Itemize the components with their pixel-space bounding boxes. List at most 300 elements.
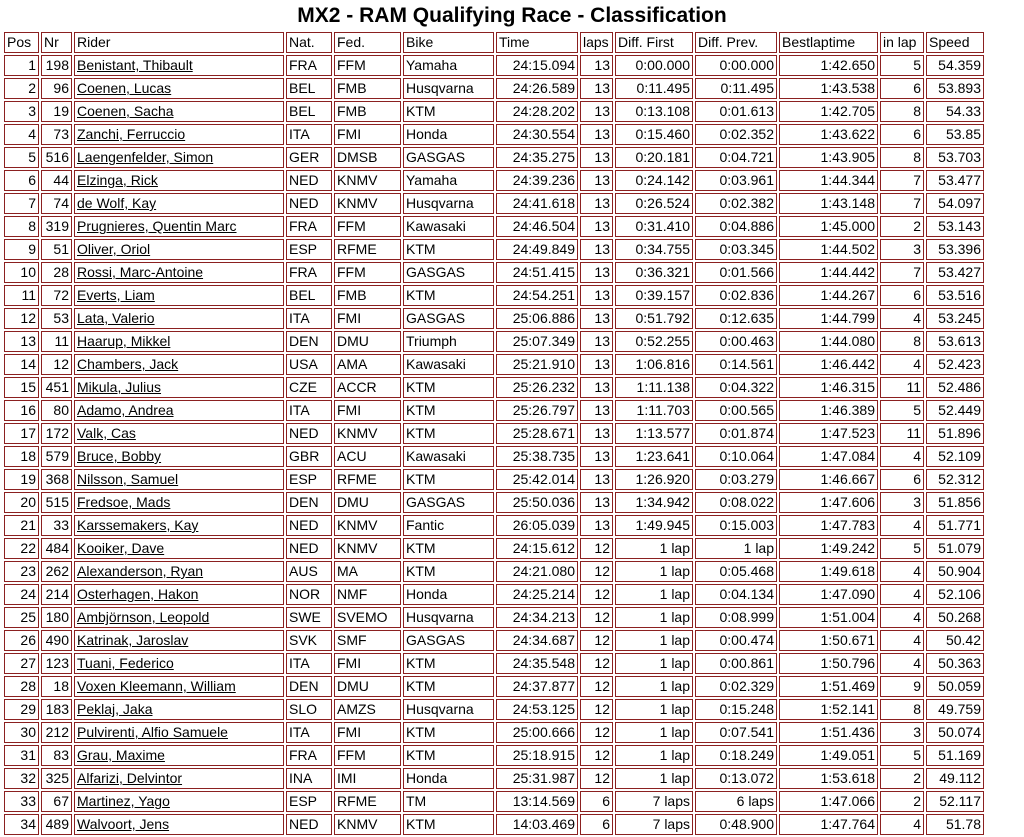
cell-nr: 44 xyxy=(41,170,72,191)
cell-diff-prev: 0:10.064 xyxy=(695,446,777,467)
cell-speed: 53.477 xyxy=(926,170,984,191)
cell-in-lap: 5 xyxy=(880,55,924,76)
cell-fed: FMB xyxy=(334,285,401,306)
table-row xyxy=(4,239,984,260)
cell-laps: 13 xyxy=(580,354,613,375)
rider-link[interactable]: Valk, Cas xyxy=(77,425,136,441)
rider-link[interactable]: Karssemakers, Kay xyxy=(77,517,199,533)
cell-diff-first: 1:11.138 xyxy=(615,377,693,398)
table-row xyxy=(4,653,984,674)
cell-diff-first: 1 lap xyxy=(615,630,693,651)
cell-pos: 22 xyxy=(4,538,39,559)
cell-nr: 123 xyxy=(41,653,72,674)
cell-nr: 183 xyxy=(41,699,72,720)
cell-rider xyxy=(74,768,284,789)
cell-bestlaptime: 1:52.141 xyxy=(779,699,878,720)
cell-nat: BEL xyxy=(286,78,332,99)
cell-in-lap: 4 xyxy=(880,607,924,628)
cell-in-lap: 3 xyxy=(880,239,924,260)
cell-laps: 12 xyxy=(580,768,613,789)
cell-diff-first: 1 lap xyxy=(615,538,693,559)
cell-diff-prev: 0:02.836 xyxy=(695,285,777,306)
cell-speed: 54.33 xyxy=(926,101,984,122)
cell-bike: GASGAS xyxy=(403,147,494,168)
cell-laps: 13 xyxy=(580,515,613,536)
cell-speed: 50.904 xyxy=(926,561,984,582)
cell-bestlaptime: 1:45.000 xyxy=(779,216,878,237)
cell-fed: DMU xyxy=(334,331,401,352)
cell-nat: DEN xyxy=(286,492,332,513)
cell-fed: FMI xyxy=(334,400,401,421)
rider-link[interactable]: Coenen, Lucas xyxy=(77,80,172,96)
cell-diff-prev: 0:04.721 xyxy=(695,147,777,168)
cell-pos: 2 xyxy=(4,78,39,99)
cell-bike: KTM xyxy=(403,814,494,835)
rider-link[interactable]: de Wolf, Kay xyxy=(77,195,157,211)
cell-diff-prev: 0:08.022 xyxy=(695,492,777,513)
cell-fed: IMI xyxy=(334,768,401,789)
cell-bike: Fantic xyxy=(403,515,494,536)
cell-pos: 29 xyxy=(4,699,39,720)
cell-pos: 33 xyxy=(4,791,39,812)
cell-in-lap: 7 xyxy=(880,170,924,191)
cell-pos: 14 xyxy=(4,354,39,375)
page-title: MX2 - RAM Qualifying Race - Classification xyxy=(297,4,727,27)
cell-in-lap: 6 xyxy=(880,285,924,306)
cell-diff-first: 0:31.410 xyxy=(615,216,693,237)
cell-pos: 17 xyxy=(4,423,39,444)
rider-link[interactable]: Rossi, Marc-Antoine xyxy=(77,264,204,280)
cell-in-lap: 4 xyxy=(880,308,924,329)
col-laps: laps xyxy=(580,32,613,53)
cell-diff-first: 0:15.460 xyxy=(615,124,693,145)
cell-diff-first: 0:00.000 xyxy=(615,55,693,76)
cell-diff-first: 7 laps xyxy=(615,814,693,835)
table-row xyxy=(4,607,984,628)
cell-bike: Kawasaki xyxy=(403,216,494,237)
cell-laps: 13 xyxy=(580,216,613,237)
cell-in-lap: 5 xyxy=(880,745,924,766)
cell-in-lap: 4 xyxy=(880,446,924,467)
cell-time: 24:49.849 xyxy=(496,239,578,260)
cell-nat: GBR xyxy=(286,446,332,467)
cell-bike: Kawasaki xyxy=(403,354,494,375)
cell-bestlaptime: 1:51.469 xyxy=(779,676,878,697)
rider-link[interactable]: Nilsson, Samuel xyxy=(77,471,179,487)
cell-nat: GER xyxy=(286,147,332,168)
cell-bestlaptime: 1:46.315 xyxy=(779,377,878,398)
classification-table xyxy=(2,30,986,837)
cell-time: 25:18.915 xyxy=(496,745,578,766)
cell-time: 24:41.618 xyxy=(496,193,578,214)
cell-nat: FRA xyxy=(286,745,332,766)
cell-diff-prev: 0:01.566 xyxy=(695,262,777,283)
rider-link[interactable]: Lata, Valerio xyxy=(77,310,155,326)
rider-link[interactable]: Fredsoe, Mads xyxy=(77,494,171,510)
rider-link[interactable]: Tuani, Federico xyxy=(77,655,174,671)
cell-pos: 10 xyxy=(4,262,39,283)
cell-time: 24:26.589 xyxy=(496,78,578,99)
cell-nr: 325 xyxy=(41,768,72,789)
cell-bestlaptime: 1:42.705 xyxy=(779,101,878,122)
rider-link[interactable]: Mikula, Julius xyxy=(77,379,162,395)
cell-time: 14:03.469 xyxy=(496,814,578,835)
cell-speed: 50.363 xyxy=(926,653,984,674)
col-in-lap: in lap xyxy=(880,32,924,53)
cell-bestlaptime: 1:46.442 xyxy=(779,354,878,375)
table-row xyxy=(4,354,984,375)
cell-time: 24:30.554 xyxy=(496,124,578,145)
cell-laps: 12 xyxy=(580,699,613,720)
cell-nr: 319 xyxy=(41,216,72,237)
cell-bestlaptime: 1:47.523 xyxy=(779,423,878,444)
cell-bestlaptime: 1:44.080 xyxy=(779,331,878,352)
cell-bike: KTM xyxy=(403,745,494,766)
cell-nr: 96 xyxy=(41,78,72,99)
cell-fed: ACCR xyxy=(334,377,401,398)
cell-bestlaptime: 1:46.389 xyxy=(779,400,878,421)
cell-diff-prev: 0:11.495 xyxy=(695,78,777,99)
table-row xyxy=(4,262,984,283)
cell-speed: 52.423 xyxy=(926,354,984,375)
cell-laps: 13 xyxy=(580,400,613,421)
cell-bike: Yamaha xyxy=(403,170,494,191)
cell-rider xyxy=(74,584,284,605)
cell-pos: 21 xyxy=(4,515,39,536)
cell-diff-prev: 0:05.468 xyxy=(695,561,777,582)
table-row xyxy=(4,676,984,697)
cell-time: 24:37.877 xyxy=(496,676,578,697)
table-row xyxy=(4,584,984,605)
table-row xyxy=(4,124,984,145)
cell-bestlaptime: 1:43.148 xyxy=(779,193,878,214)
cell-laps: 12 xyxy=(580,722,613,743)
cell-nat: DEN xyxy=(286,331,332,352)
cell-in-lap: 7 xyxy=(880,193,924,214)
cell-rider xyxy=(74,722,284,743)
table-row xyxy=(4,745,984,766)
cell-nat: FRA xyxy=(286,262,332,283)
cell-time: 24:15.612 xyxy=(496,538,578,559)
cell-pos: 31 xyxy=(4,745,39,766)
table-row xyxy=(4,446,984,467)
cell-diff-first: 0:52.255 xyxy=(615,331,693,352)
cell-pos: 24 xyxy=(4,584,39,605)
cell-speed: 53.516 xyxy=(926,285,984,306)
cell-rider xyxy=(74,239,284,260)
rider-link[interactable]: Prugnieres, Quentin Marc xyxy=(77,218,237,234)
rider-link[interactable]: Chambers, Jack xyxy=(77,356,179,372)
cell-nr: 72 xyxy=(41,285,72,306)
cell-time: 24:53.125 xyxy=(496,699,578,720)
cell-nr: 489 xyxy=(41,814,72,835)
col-time: Time xyxy=(496,32,578,53)
cell-fed: FFM xyxy=(334,262,401,283)
cell-pos: 32 xyxy=(4,768,39,789)
cell-diff-first: 1 lap xyxy=(615,607,693,628)
cell-nat: ITA xyxy=(286,722,332,743)
cell-diff-first: 0:51.792 xyxy=(615,308,693,329)
cell-in-lap: 6 xyxy=(880,124,924,145)
cell-laps: 13 xyxy=(580,469,613,490)
col-rider: Rider xyxy=(74,32,284,53)
cell-speed: 51.78 xyxy=(926,814,984,835)
cell-time: 25:42.014 xyxy=(496,469,578,490)
cell-nat: USA xyxy=(286,354,332,375)
rider-link[interactable]: Adamo, Andrea xyxy=(77,402,174,418)
cell-bestlaptime: 1:50.671 xyxy=(779,630,878,651)
cell-nat: SLO xyxy=(286,699,332,720)
table-row xyxy=(4,538,984,559)
cell-pos: 3 xyxy=(4,101,39,122)
cell-diff-prev: 0:04.886 xyxy=(695,216,777,237)
cell-time: 24:21.080 xyxy=(496,561,578,582)
cell-laps: 12 xyxy=(580,653,613,674)
cell-diff-prev: 0:00.861 xyxy=(695,653,777,674)
rider-link[interactable]: Walvoort, Jens xyxy=(77,816,170,832)
cell-rider xyxy=(74,308,284,329)
cell-bestlaptime: 1:49.618 xyxy=(779,561,878,582)
cell-speed: 54.097 xyxy=(926,193,984,214)
cell-bike: Honda xyxy=(403,584,494,605)
cell-speed: 52.312 xyxy=(926,469,984,490)
cell-diff-first: 1:13.577 xyxy=(615,423,693,444)
cell-nr: 484 xyxy=(41,538,72,559)
cell-speed: 54.359 xyxy=(926,55,984,76)
cell-rider xyxy=(74,124,284,145)
cell-bike: Husqvarna xyxy=(403,193,494,214)
table-row xyxy=(4,814,984,835)
cell-diff-prev: 0:02.329 xyxy=(695,676,777,697)
cell-diff-prev: 0:03.279 xyxy=(695,469,777,490)
cell-bestlaptime: 1:49.051 xyxy=(779,745,878,766)
cell-rider xyxy=(74,216,284,237)
cell-in-lap: 3 xyxy=(880,722,924,743)
rider-link[interactable]: Grau, Maxime xyxy=(77,747,165,763)
cell-bike: Husqvarna xyxy=(403,78,494,99)
cell-time: 25:50.036 xyxy=(496,492,578,513)
cell-speed: 53.245 xyxy=(926,308,984,329)
cell-nr: 51 xyxy=(41,239,72,260)
cell-speed: 51.079 xyxy=(926,538,984,559)
cell-laps: 12 xyxy=(580,745,613,766)
cell-bestlaptime: 1:47.066 xyxy=(779,791,878,812)
cell-diff-first: 0:11.495 xyxy=(615,78,693,99)
cell-diff-prev: 0:15.003 xyxy=(695,515,777,536)
cell-speed: 51.771 xyxy=(926,515,984,536)
cell-diff-first: 0:20.181 xyxy=(615,147,693,168)
cell-fed: RFME xyxy=(334,469,401,490)
cell-in-lap: 8 xyxy=(880,699,924,720)
cell-diff-prev: 0:01.613 xyxy=(695,101,777,122)
rider-link[interactable]: Alexanderson, Ryan xyxy=(77,563,204,579)
cell-in-lap: 6 xyxy=(880,469,924,490)
cell-nr: 262 xyxy=(41,561,72,582)
table-row xyxy=(4,101,984,122)
col-fed: Fed. xyxy=(334,32,401,53)
cell-bike: KTM xyxy=(403,722,494,743)
cell-nat: DEN xyxy=(286,676,332,697)
cell-bestlaptime: 1:47.090 xyxy=(779,584,878,605)
rider-link[interactable]: Pulvirenti, Alfio Samuele xyxy=(77,724,228,740)
cell-diff-prev: 0:07.541 xyxy=(695,722,777,743)
col-diff-first: Diff. First xyxy=(615,32,693,53)
cell-bike: KTM xyxy=(403,423,494,444)
cell-diff-first: 7 laps xyxy=(615,791,693,812)
cell-rider xyxy=(74,78,284,99)
cell-nr: 490 xyxy=(41,630,72,651)
cell-in-lap: 5 xyxy=(880,538,924,559)
cell-diff-prev: 0:14.561 xyxy=(695,354,777,375)
cell-speed: 53.427 xyxy=(926,262,984,283)
cell-bestlaptime: 1:43.622 xyxy=(779,124,878,145)
col-nat: Nat. xyxy=(286,32,332,53)
cell-fed: FFM xyxy=(334,216,401,237)
col-speed: Speed xyxy=(926,32,984,53)
rider-link[interactable]: Haarup, Mikkel xyxy=(77,333,171,349)
cell-fed: FFM xyxy=(334,745,401,766)
rider-link[interactable]: Peklaj, Jaka xyxy=(77,701,153,717)
rider-link[interactable]: Coenen, Sacha xyxy=(77,103,174,119)
cell-fed: FMI xyxy=(334,722,401,743)
cell-nr: 172 xyxy=(41,423,72,444)
cell-bestlaptime: 1:44.267 xyxy=(779,285,878,306)
cell-fed: ACU xyxy=(334,446,401,467)
cell-rider xyxy=(74,147,284,168)
cell-laps: 13 xyxy=(580,101,613,122)
cell-laps: 13 xyxy=(580,193,613,214)
cell-diff-prev: 0:00.000 xyxy=(695,55,777,76)
table-row xyxy=(4,630,984,651)
cell-fed: FMI xyxy=(334,124,401,145)
cell-pos: 25 xyxy=(4,607,39,628)
rider-link[interactable]: Martinez, Yago xyxy=(77,793,170,809)
cell-pos: 11 xyxy=(4,285,39,306)
cell-bike: GASGAS xyxy=(403,262,494,283)
cell-bestlaptime: 1:43.905 xyxy=(779,147,878,168)
table-row xyxy=(4,423,984,444)
cell-nr: 515 xyxy=(41,492,72,513)
rider-link[interactable]: Benistant, Thibault xyxy=(77,57,193,73)
cell-rider xyxy=(74,492,284,513)
cell-rider xyxy=(74,538,284,559)
cell-nat: FRA xyxy=(286,55,332,76)
cell-in-lap: 8 xyxy=(880,147,924,168)
cell-bike: Husqvarna xyxy=(403,699,494,720)
cell-nr: 451 xyxy=(41,377,72,398)
cell-rider xyxy=(74,653,284,674)
cell-nat: NED xyxy=(286,515,332,536)
rider-link[interactable]: Oliver, Oriol xyxy=(77,241,151,257)
cell-nat: NED xyxy=(286,423,332,444)
cell-nat: SVK xyxy=(286,630,332,651)
cell-in-lap: 6 xyxy=(880,78,924,99)
cell-rider xyxy=(74,561,284,582)
cell-nat: ESP xyxy=(286,791,332,812)
table-row xyxy=(4,699,984,720)
cell-diff-first: 1 lap xyxy=(615,745,693,766)
cell-bike: KTM xyxy=(403,400,494,421)
cell-fed: MA xyxy=(334,561,401,582)
cell-bike: Kawasaki xyxy=(403,446,494,467)
cell-bike: Husqvarna xyxy=(403,607,494,628)
rider-link[interactable]: Zanchi, Ferruccio xyxy=(77,126,186,142)
cell-diff-first: 0:24.142 xyxy=(615,170,693,191)
cell-diff-prev: 0:03.345 xyxy=(695,239,777,260)
col-diff-prev: Diff. Prev. xyxy=(695,32,777,53)
table-row xyxy=(4,515,984,536)
cell-laps: 13 xyxy=(580,78,613,99)
cell-nat: BEL xyxy=(286,285,332,306)
cell-in-lap: 4 xyxy=(880,561,924,582)
cell-in-lap: 7 xyxy=(880,262,924,283)
cell-fed: KNMV xyxy=(334,170,401,191)
rider-link[interactable]: Kooiker, Dave xyxy=(77,540,165,556)
cell-bestlaptime: 1:47.606 xyxy=(779,492,878,513)
cell-fed: DMSB xyxy=(334,147,401,168)
cell-nat: SWE xyxy=(286,607,332,628)
rider-link[interactable]: Osterhagen, Hakon xyxy=(77,586,199,602)
cell-in-lap: 4 xyxy=(880,584,924,605)
cell-fed: SVEMO xyxy=(334,607,401,628)
cell-bike: KTM xyxy=(403,561,494,582)
cell-nr: 11 xyxy=(41,331,72,352)
rider-link[interactable]: Bruce, Bobby xyxy=(77,448,162,464)
rider-link[interactable]: Elzinga, Rick xyxy=(77,172,158,188)
cell-time: 24:39.236 xyxy=(496,170,578,191)
cell-diff-prev: 6 laps xyxy=(695,791,777,812)
rider-link[interactable]: Katrinak, Jaroslav xyxy=(77,632,189,648)
cell-diff-first: 1 lap xyxy=(615,676,693,697)
rider-link[interactable]: Everts, Liam xyxy=(77,287,155,303)
cell-nr: 53 xyxy=(41,308,72,329)
cell-time: 24:35.275 xyxy=(496,147,578,168)
table-row xyxy=(4,377,984,398)
cell-nat: ESP xyxy=(286,239,332,260)
cell-laps: 13 xyxy=(580,55,613,76)
cell-fed: AMZS xyxy=(334,699,401,720)
cell-nr: 18 xyxy=(41,676,72,697)
cell-nr: 73 xyxy=(41,124,72,145)
cell-diff-prev: 0:00.474 xyxy=(695,630,777,651)
rider-link[interactable]: Voxen Kleemann, William xyxy=(77,678,236,694)
cell-in-lap: 4 xyxy=(880,814,924,835)
cell-in-lap: 2 xyxy=(880,791,924,812)
rider-link[interactable]: Ambjörnson, Leopold xyxy=(77,609,210,625)
col-bike: Bike xyxy=(403,32,494,53)
cell-bike: Yamaha xyxy=(403,55,494,76)
cell-nat: NED xyxy=(286,170,332,191)
cell-fed: FFM xyxy=(334,55,401,76)
cell-speed: 51.169 xyxy=(926,745,984,766)
cell-nat: ITA xyxy=(286,653,332,674)
cell-bike: KTM xyxy=(403,101,494,122)
cell-fed: DMU xyxy=(334,676,401,697)
cell-time: 25:26.797 xyxy=(496,400,578,421)
cell-fed: KNMV xyxy=(334,814,401,835)
cell-speed: 52.109 xyxy=(926,446,984,467)
table-row xyxy=(4,193,984,214)
cell-bestlaptime: 1:46.667 xyxy=(779,469,878,490)
rider-link[interactable]: Alfarizi, Delvintor xyxy=(77,770,183,786)
cell-rider xyxy=(74,446,284,467)
rider-link[interactable]: Laengenfelder, Simon xyxy=(77,149,214,165)
cell-nr: 67 xyxy=(41,791,72,812)
cell-in-lap: 8 xyxy=(880,101,924,122)
cell-diff-first: 0:36.321 xyxy=(615,262,693,283)
cell-fed: KNMV xyxy=(334,538,401,559)
cell-fed: FMI xyxy=(334,653,401,674)
